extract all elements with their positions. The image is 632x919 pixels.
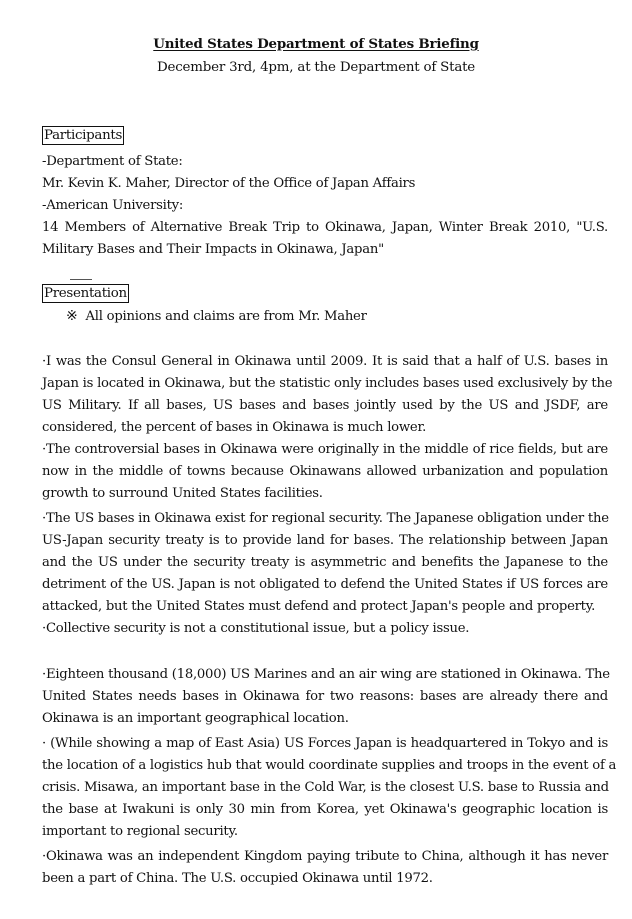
- body-line: now in the middle of towns because Okinawans allowed urbanization and population: [42, 464, 608, 479]
- body-line: ·Eighteen thousand (18,000) US Marines and an air wing are stationed in Okinawa. The: [42, 667, 610, 682]
- document-subtitle: December 3rd, 4pm, at the Department of State: [156, 60, 476, 75]
- body-line: ·The controversial bases in Okinawa were originally in the middle of rice fields, but are: [42, 442, 608, 457]
- presentation-heading: Presentation: [44, 286, 127, 301]
- body-line: Okinawa is an important geographical location.: [42, 711, 349, 726]
- participants-line: 14 Members of Alternative Break Trip to Okinawa, Japan, Winter Break 2010, "U.S.: [42, 220, 608, 235]
- body-line: growth to surround United States facilities.: [42, 486, 323, 501]
- presentation-note: [66, 308, 367, 325]
- body-line: crisis. Misawa, an important base in the Cold War, is the closest U.S. base to Russia and: [42, 780, 609, 795]
- body-line: the base at Iwakuni is only 30 min from Korea, yet Okinawa's geographic location is: [42, 802, 608, 817]
- body-line: US Military. If all bases, US bases and bases jointly used by the US and JSDF, are: [42, 398, 608, 413]
- participants-heading: Participants: [44, 128, 123, 143]
- body-line: been a part of China. The U.S. occupied Okinawa until 1972.: [42, 871, 433, 886]
- body-line: and the US under the security treaty is asymmetric and benefits the Japanese to the: [42, 555, 608, 570]
- document-title: United States Department of States Briefing: [153, 36, 479, 52]
- body-line: Japan is located in Okinawa, but the statistic only includes bases used exclusively by the: [42, 376, 613, 391]
- participants-line: -Department of State:: [42, 154, 183, 169]
- body-line: ·Okinawa was an independent Kingdom paying tribute to China, although it has never: [42, 849, 608, 864]
- body-line: detriment of the US. Japan is not obligated to defend the United States if US forces are: [42, 577, 608, 592]
- body-line: United States needs bases in Okinawa for two reasons: bases are already there and: [42, 689, 608, 704]
- participants-line: Military Bases and Their Impacts in Okinawa, Japan": [42, 242, 384, 257]
- decorative-stroke: [70, 279, 92, 280]
- body-line: the location of a logistics hub that would coordinate supplies and troops in the event of a: [42, 758, 617, 773]
- body-line: ·I was the Consul General in Okinawa until 2009. It is said that a half of U.S. bases in: [42, 354, 608, 369]
- body-line: · (While showing a map of East Asia) US Forces Japan is headquartered in Tokyo and is: [42, 736, 608, 751]
- body-line: ·Collective security is not a constitutional issue, but a policy issue.: [42, 621, 470, 636]
- body-line: US-Japan security treaty is to provide land for bases. The relationship between Japan: [42, 533, 608, 548]
- participants-line: Mr. Kevin K. Maher, Director of the Office of Japan Affairs: [42, 176, 416, 191]
- reference-mark-icon: ※: [66, 308, 78, 324]
- presentation-note-text: All opinions and claims are from Mr. Maher: [85, 309, 367, 324]
- body-line: attacked, but the United States must defend and protect Japan's people and property.: [42, 599, 596, 614]
- participants-line: -American University:: [42, 198, 184, 213]
- body-line: important to regional security.: [42, 824, 238, 839]
- body-line: considered, the percent of bases in Okinawa is much lower.: [42, 420, 427, 435]
- body-line: ·The US bases in Okinawa exist for regional security. The Japanese obligation under the: [42, 511, 609, 526]
